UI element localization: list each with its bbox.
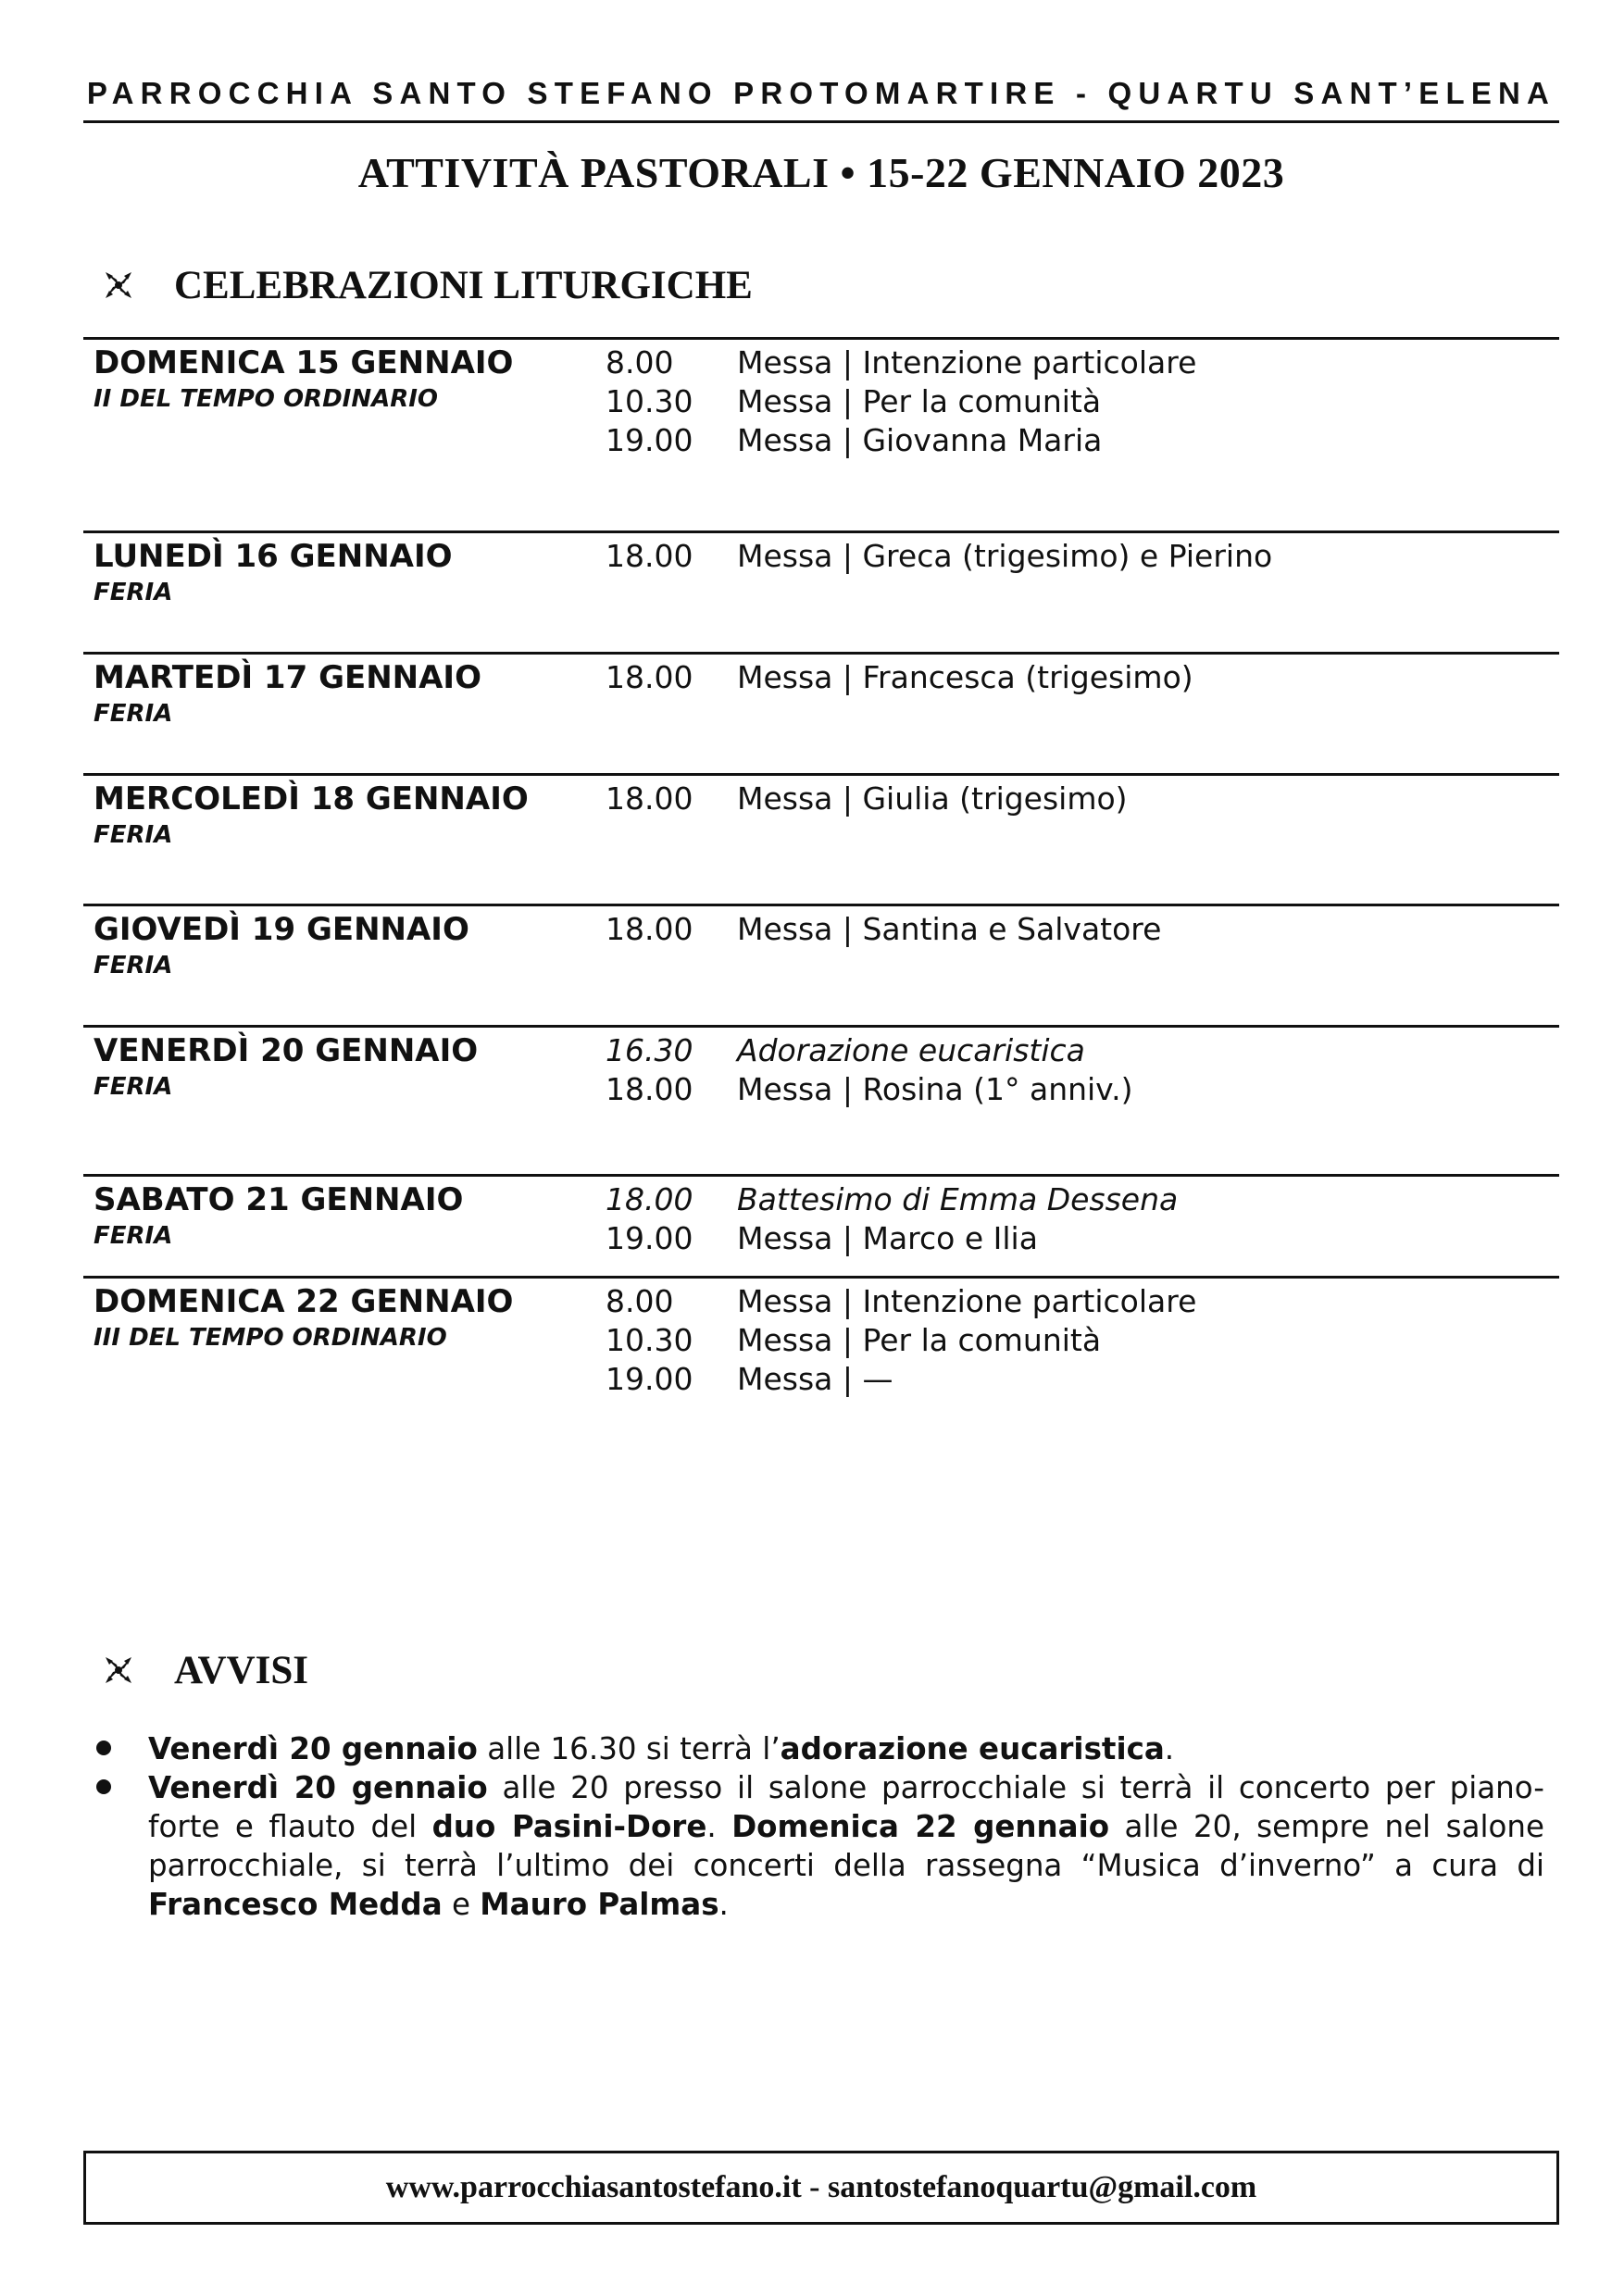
day-liturgical-desc: FERIA: [94, 579, 173, 606]
event-row: [606, 658, 1193, 697]
header-divider: [83, 120, 1559, 123]
section-heading-notices: [100, 1642, 308, 1698]
event-time: 10.30: [606, 1322, 693, 1358]
ornament-star-icon: [100, 1652, 137, 1689]
event-row: [606, 382, 1196, 421]
event-time: 16.30: [606, 1032, 693, 1068]
event-row: [606, 1180, 1178, 1219]
event-description: Messa | Greca (trigesimo) e Pierino: [737, 538, 1273, 574]
notice-text: .: [1164, 1731, 1175, 1766]
notice-emphasis: adorazione eucaristica: [780, 1731, 1165, 1766]
day-name: DOMENICA 22 GENNAIO: [94, 1283, 514, 1320]
day-block: [83, 530, 1559, 652]
day-name: SABATO 21 GENNAIO: [94, 1181, 464, 1218]
event-description: Messa | Rosina (1° anniv.): [737, 1071, 1133, 1107]
day-liturgical-desc: II DEL TEMPO ORDINARIO: [94, 385, 438, 413]
event-row: [606, 780, 1128, 818]
notice-text: e: [442, 1887, 481, 1922]
event-row: [606, 1282, 1196, 1321]
event-time: 18.00: [606, 538, 693, 574]
notice-emphasis: Mauro Palmas: [480, 1887, 719, 1922]
notice-emphasis: Francesco Medda: [148, 1887, 443, 1922]
page-title: ATTIVITÀ PASTORALI • 15-22 GENNAIO 2023: [357, 149, 1285, 196]
event-list: [606, 537, 1272, 576]
notice-text: alle 20, sempre nel salone parrocchiale, si terrà l’ultimo dei concerti della rassegna “Musica d’inverno” a cura di: [148, 1809, 1544, 1883]
event-list: [606, 780, 1128, 818]
section-heading-celebrations: [100, 257, 753, 313]
notice-text: alle 16.30 si terrà l’: [477, 1731, 781, 1766]
event-row: [606, 1360, 1196, 1399]
day-name: GIOVEDÌ 19 GENNAIO: [94, 911, 469, 948]
event-row: [606, 343, 1196, 382]
event-description: Messa | Intenzione particolare: [737, 1283, 1197, 1319]
event-description: Messa | Per la comunità: [737, 1322, 1102, 1358]
day-block: [83, 1174, 1559, 1276]
event-list: [606, 1031, 1133, 1109]
event-description: Messa | Marco e Ilia: [737, 1220, 1038, 1256]
event-description: Messa | Intenzione particolare: [737, 344, 1197, 381]
day-liturgical-desc: FERIA: [94, 1222, 173, 1250]
event-time: 19.00: [606, 1220, 693, 1256]
event-time: 18.00: [606, 911, 693, 947]
day-block: [83, 773, 1559, 904]
footer-contact: www.parrocchiasantostefano.it - santostefanoquartu@gmail.com: [385, 2170, 1257, 2204]
notices-list: [93, 1729, 1544, 1924]
section-heading-label: AVVISI: [174, 1648, 308, 1692]
event-description: Adorazione eucaristica: [737, 1032, 1085, 1068]
event-list: [606, 343, 1196, 460]
bullet-icon: [96, 1779, 111, 1794]
event-list: [606, 1282, 1196, 1399]
notice-text: .: [718, 1887, 729, 1922]
section-heading-label: CELEBRAZIONI LITURGICHE: [174, 263, 753, 307]
notice-emphasis: duo Pasini-Dore: [431, 1809, 707, 1844]
day-block: [83, 337, 1559, 530]
day-block: [83, 652, 1559, 773]
notice-emphasis: Domenica 22 gennaio: [731, 1809, 1110, 1844]
parish-header: PARROCCHIA SANTO STEFANO PROTOMARTIRE - QUARTU SANT’ELENA: [86, 76, 1556, 110]
event-row: [606, 1219, 1178, 1258]
event-description: Messa | Giulia (trigesimo): [737, 780, 1128, 817]
event-row: [606, 421, 1196, 460]
event-description: Messa | —: [737, 1361, 893, 1397]
event-description: Messa | Per la comunità: [737, 383, 1102, 419]
event-time: 19.00: [606, 422, 693, 458]
day-liturgical-desc: FERIA: [94, 952, 173, 980]
notice-emphasis: Venerdì 20 gennaio: [148, 1770, 488, 1805]
notice-text: .: [706, 1809, 732, 1844]
event-row: [606, 910, 1161, 949]
event-time: 18.00: [606, 659, 693, 695]
event-row: [606, 1031, 1133, 1070]
bullet-icon: [96, 1741, 111, 1755]
event-list: [606, 658, 1193, 697]
notice-text: alle 20 presso il salone parrocchiale si terrà il concerto per piano-forte e flauto del: [148, 1770, 1544, 1844]
day-name: MERCOLEDÌ 18 GENNAIO: [94, 780, 529, 817]
event-row: [606, 537, 1272, 576]
day-name: MARTEDÌ 17 GENNAIO: [94, 659, 481, 696]
event-time: 19.00: [606, 1361, 693, 1397]
notice-item: [93, 1768, 1544, 1924]
event-time: 8.00: [606, 1283, 674, 1319]
notice-item: [93, 1729, 1544, 1768]
footer-contact-box: [83, 2151, 1559, 2225]
day-block: [83, 1276, 1559, 1415]
day-liturgical-desc: FERIA: [94, 821, 173, 849]
event-row: [606, 1070, 1133, 1109]
day-liturgical-desc: FERIA: [94, 700, 173, 728]
day-block: [83, 1025, 1559, 1174]
event-description: Battesimo di Emma Dessena: [737, 1181, 1179, 1217]
celebrations-schedule: [83, 337, 1559, 1415]
day-name: DOMENICA 15 GENNAIO: [94, 344, 514, 381]
event-description: Messa | Santina e Salvatore: [737, 911, 1162, 947]
event-row: [606, 1321, 1196, 1360]
ornament-star-icon: [100, 267, 137, 304]
event-time: 10.30: [606, 383, 693, 419]
event-time: 18.00: [606, 1181, 693, 1217]
day-liturgical-desc: FERIA: [94, 1073, 173, 1101]
event-time: 18.00: [606, 780, 693, 817]
day-name: VENERDÌ 20 GENNAIO: [94, 1032, 479, 1069]
event-description: Messa | Giovanna Maria: [737, 422, 1103, 458]
event-list: [606, 1180, 1178, 1258]
day-liturgical-desc: III DEL TEMPO ORDINARIO: [94, 1324, 447, 1352]
event-list: [606, 910, 1161, 949]
event-time: 8.00: [606, 344, 674, 381]
event-time: 18.00: [606, 1071, 693, 1107]
day-name: LUNEDÌ 16 GENNAIO: [94, 538, 453, 575]
day-block: [83, 904, 1559, 1025]
event-description: Messa | Francesca (trigesimo): [737, 659, 1193, 695]
notice-emphasis: Venerdì 20 gennaio: [148, 1731, 478, 1766]
